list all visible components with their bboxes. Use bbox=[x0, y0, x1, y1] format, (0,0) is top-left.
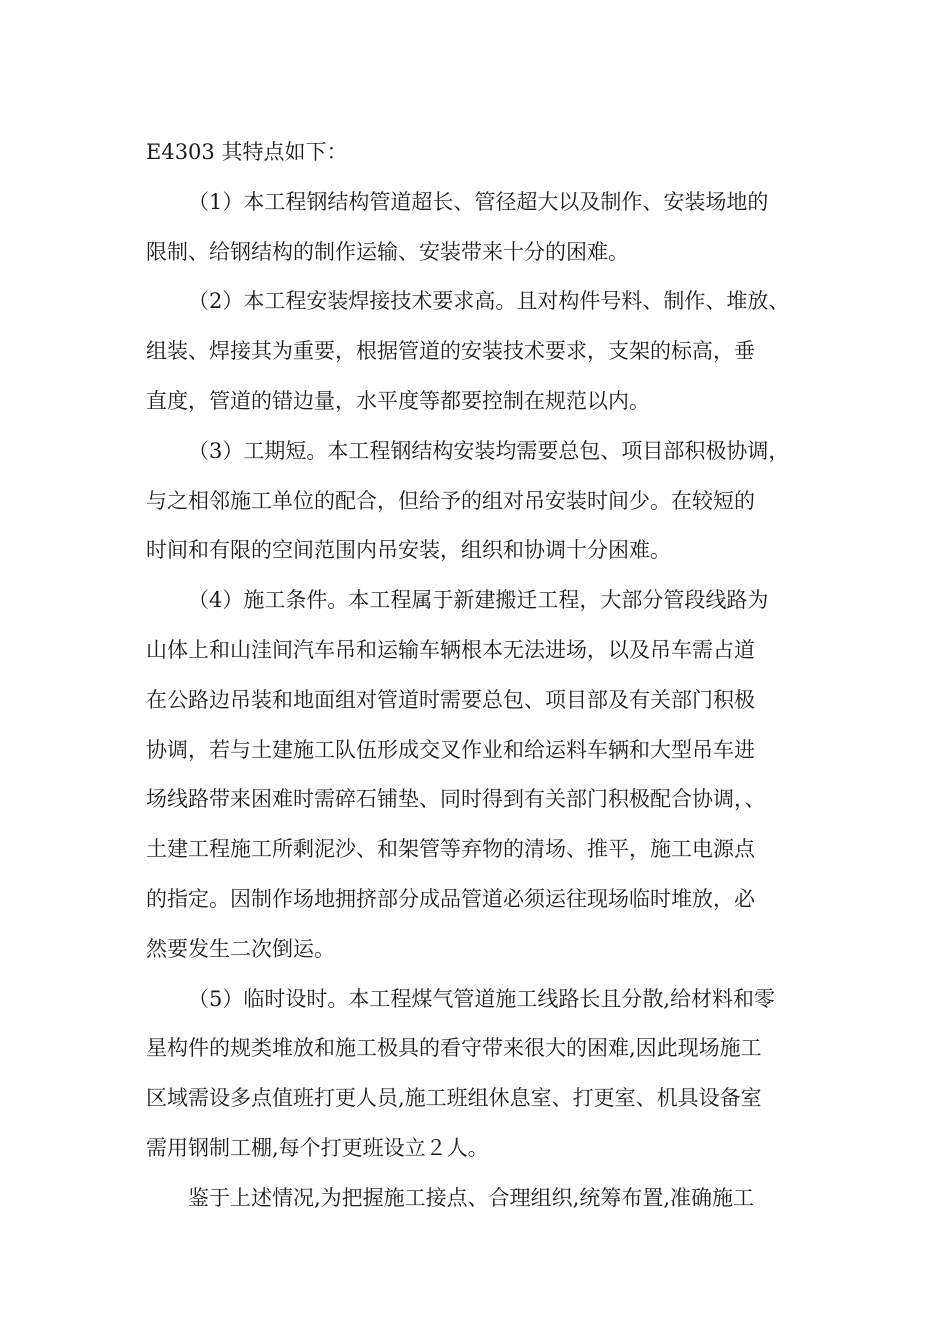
text-line: 土建工程施工所剩泥沙、和架管等弃物的清场、推平，施工电源点 bbox=[146, 837, 755, 862]
text-line: 需用钢制工棚,每个打更班设立２人。 bbox=[146, 1135, 489, 1160]
text-line: E4303 其特点如下： bbox=[146, 140, 348, 164]
text-line: 然要发生二次倒运。 bbox=[146, 936, 335, 961]
text-line: 组装、焊接其为重要，根据管道的安装技术要求，支架的标高，垂 bbox=[146, 339, 755, 364]
text-line: 山体上和山洼间汽车吊和运输车辆根本无法进场，以及吊车需占道 bbox=[146, 637, 755, 662]
text-line: 在公路边吊装和地面组对管道时需要总包、项目部及有关部门积极 bbox=[146, 687, 755, 712]
text-line: （4）施工条件。本工程属于新建搬迁工程，大部分管段线路为 bbox=[188, 588, 769, 613]
text-line: 区域需设多点值班打更人员,施工班组休息室、打更室、机具设备室 bbox=[146, 1086, 762, 1111]
text-line: （3）工期短。本工程钢结构安装均需要总包、项目部积极协调， bbox=[188, 438, 790, 463]
text-line: （2）本工程安装焊接技术要求高。且对构件号料、制作、堆放、 bbox=[188, 289, 790, 314]
text-line: 限制、给钢结构的制作运输、安装带来十分的困难。 bbox=[146, 239, 629, 264]
text-line: （5）临时设时。本工程煤气管道施工线路长且分散,给材料和零 bbox=[188, 986, 776, 1011]
text-line: 的指定。因制作场地拥挤部分成品管道必须运往现场临时堆放，必 bbox=[146, 886, 755, 911]
text-line: 直度，管道的错边量，水平度等都要控制在规范以内。 bbox=[146, 388, 650, 413]
text-line: 星构件的规类堆放和施工极具的看守带来很大的困难,因此现场施工 bbox=[146, 1036, 762, 1061]
text-line: 协调，若与土建施工队伍形成交叉作业和给运料车辆和大型吊车进 bbox=[146, 737, 755, 762]
body-text bbox=[146, 128, 814, 1224]
text-line: 鉴于上述情况,为把握施工接点、合理组织,统筹布置,准确施工 bbox=[188, 1185, 755, 1210]
text-line: 与之相邻施工单位的配合，但给予的组对吊安装时间少。在较短的 bbox=[146, 488, 755, 513]
text-line: 场线路带来困难时需碎石铺垫、同时得到有关部门积极配合协调，、 bbox=[146, 787, 766, 812]
text-line: （1）本工程钢结构管道超长、管径超大以及制作、安装场地的 bbox=[188, 189, 769, 214]
text-line: 时间和有限的空间范围内吊安装，组织和协调十分困难。 bbox=[146, 538, 671, 563]
